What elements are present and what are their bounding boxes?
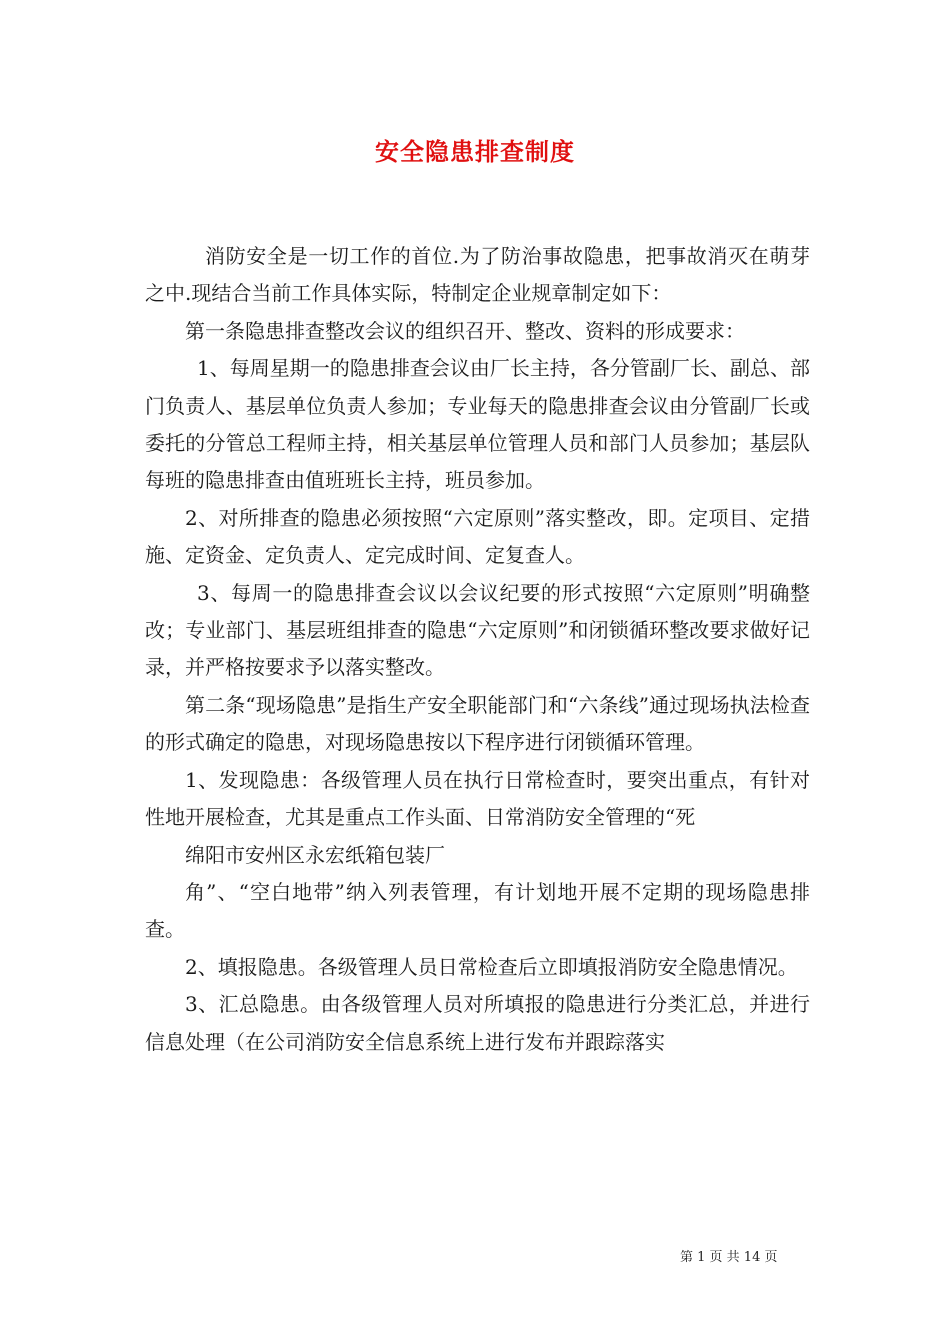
paragraph-article-2-item-2: 2、填报隐患。各级管理人员日常检查后立即填报消防安全隐患情况。 (185, 954, 798, 979)
paragraph-article-2: 第二条“现场隐患”是指生产安全职能部门和“六条线”通过现场执法检查的形式确定的隐患，对现场隐患按以下程序进行闭锁循环管理。 (145, 692, 810, 755)
page-number: 第 1 页 共 14 页 (680, 1250, 778, 1265)
paragraph-article-2-item-1: 1、发现隐患：各级管理人员在执行日常检查时，要突出重点，有针对性地开展检查，尤其是重点工作头面、日常消防安全管理的“死 (145, 767, 810, 830)
paragraph-article-1-item-3: 3、每周一的隐患排查会议以会议纪要的形式按照“六定原则”明确整改；专业部门、基层班组排查的隐患“六定原则”和闭锁循环整改要求做好记录，并严格按要求予以落实整改。 (145, 580, 810, 680)
company-name: 绵阳市安州区永宏纸箱包装厂 (185, 842, 445, 867)
paragraph-article-2-item-3: 3、汇总隐患。由各级管理人员对所填报的隐患进行分类汇总，并进行信息处理（在公司消防安全信息系统上进行发布并跟踪落实 (145, 992, 810, 1054)
document-title: 安全隐患排查制度 (375, 137, 575, 166)
paragraph-article-2-item-1-cont: 角”、“空白地带”纳入列表管理，有计划地开展不定期的现场隐患排查。 (145, 879, 810, 942)
paragraph-intro: 消防安全是一切工作的首位.为了防治事故隐患，把事故消灭在萌芽之中.现结合当前工作具体实际，特制定企业规章制定如下： (145, 244, 810, 306)
paragraph-article-1-item-2: 2、对所排查的隐患必须按照“六定原则”落实整改，即。定项目、定措施、定资金、定负责人、定完成时间、定复查人。 (145, 505, 810, 568)
paragraph-article-1: 第一条隐患排查整改会议的组织召开、整改、资料的形成要求： (185, 318, 745, 343)
paragraph-article-1-item-1: 1、每周星期一的隐患排查会议由厂长主持，各分管副厂长、副总、部门负责人、基层单位负责人参加；专业每天的隐患排查会议由分管副厂长或委托的分管总工程师主持，相关基层单位管理人员和部门人员参加；基层队每班的隐患排查由值班班长主持，班员参加。 (145, 356, 810, 493)
document-body (145, 238, 810, 1061)
